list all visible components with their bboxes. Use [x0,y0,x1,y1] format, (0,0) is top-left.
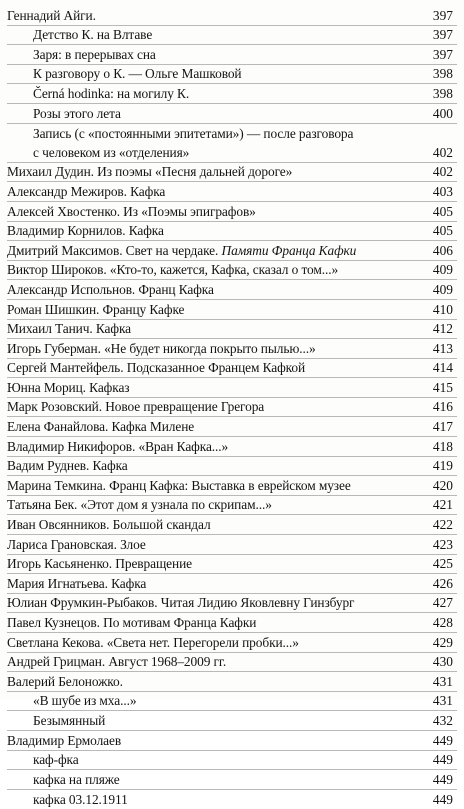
toc-entry-title-text: Лариса Грановская. Злое [7,536,146,552]
toc-entry-title-text: Владимир Корнилов. Кафка [7,223,164,239]
toc-entry-title-text: Юлиан Фрумкин-Рыбаков. Читая Лидию Яковлевну Гинзбург [7,595,355,611]
toc-entry-title [7,144,421,161]
toc-entry-title-text: Игорь Губерман. «Не будет никогда покрыто пылью...» [7,340,316,356]
toc-entry-title [7,712,421,729]
toc-entry-page-number: 431 [432,673,453,689]
toc-entry-title-text: Павел Кузнецов. По мотивам Франца Кафки [7,615,257,630]
toc-entry [7,280,457,300]
toc-entry [7,515,457,535]
toc-entry-title [7,536,421,553]
toc-entry [7,574,457,594]
toc-entry-title-text: Алексей Хвостенко. Из «Поэмы эпиграфов» [7,203,256,219]
toc-entry-title [7,516,421,533]
toc-entry-title-text: с человеком из «отделения» [33,144,190,160]
toc-entry [7,476,457,496]
toc-entry-page-number: 397 [432,7,453,23]
toc-entry-page-number: 413 [432,340,453,356]
toc-entry-title [7,242,421,259]
toc-entry-page-number: 397 [432,46,453,62]
toc-entry [7,143,457,163]
toc-entry-title-text: «В шубе из мха...» [33,693,137,709]
toc-entry-page-number: 426 [432,575,453,591]
toc-entry-page-number: 412 [432,321,453,337]
toc-entry-title [7,301,421,318]
toc-entry-title [7,359,421,376]
table-of-contents [7,6,457,809]
toc-entry [7,202,457,222]
toc-entry-title [7,105,421,122]
toc-entry-title [7,614,421,631]
toc-entry-title-text: Сергей Мантейфель. Подсказанное Францем Кафкой [7,360,306,376]
toc-entry-title [7,692,421,709]
toc-entry [7,653,457,673]
toc-entry-title [7,163,421,180]
toc-entry-page-number: 420 [432,477,453,493]
toc-entry [7,104,457,124]
toc-entry-page-number: 430 [432,654,453,670]
toc-entry [7,300,457,320]
toc-entry-title [7,791,421,808]
toc-entry [7,241,457,261]
toc-entry-title-text: Детство К. на Влтаве [33,27,153,43]
toc-entry-title-text: Геннадий Айги. [7,7,96,23]
toc-entry-title [7,261,421,278]
toc-entry-page-number: 403 [432,183,453,199]
toc-entry-page-number: 409 [432,281,453,297]
toc-entry-page-number: 422 [432,517,453,533]
toc-entry-page-number: 421 [432,497,453,513]
toc-entry [7,398,457,418]
toc-entry-page-number: 427 [432,595,453,611]
toc-entry [7,437,457,457]
toc-entry-title-text: Марк Розовский. Новое превращение Грегора [7,399,265,415]
toc-entry-page-number: 400 [432,105,453,121]
toc-entry-page-number: 405 [432,203,453,219]
toc-entry-title [7,65,421,82]
toc-entry-page-number: 397 [432,27,453,43]
toc-entry [7,222,457,242]
toc-entry-title [7,7,421,24]
toc-entry-title [7,634,421,651]
toc-entry-title [7,575,421,592]
toc-entry-title-text: Розы этого лета [33,105,121,121]
toc-entry [7,6,457,26]
toc-entry-page-number: 415 [432,379,453,395]
toc-entry-title [7,26,421,43]
toc-entry-title [7,673,421,690]
toc-entry-title-text: Игорь Касьяненко. Превращение [7,556,192,572]
toc-entry [7,555,457,575]
toc-entry [7,320,457,340]
toc-entry [7,496,457,516]
toc-entry-title-text: Роман Шишкин. Францу Кафке [7,301,185,317]
toc-entry-title [7,203,421,220]
toc-entry-page-number: 410 [432,301,453,317]
toc-entry-title-text: Заря: в перерывах сна [33,46,156,62]
toc-entry-page-number: 398 [432,85,453,101]
toc-entry-page-number: 425 [432,556,453,572]
toc-entry-subtitle: Памяти Франца Кафки [221,242,357,258]
toc-entry-title-text: Марина Темкина. Франц Кафка: Выставка в еврейском музее [7,477,351,493]
toc-entry-title [7,438,421,455]
toc-entry-page-number: 449 [432,732,453,748]
toc-entry [7,731,457,751]
toc-entry-page-number: 423 [432,536,453,552]
toc-entry-title-text: Безымянный [33,712,106,728]
toc-entry-page-number: 428 [432,615,453,630]
toc-entry [7,378,457,398]
toc-entry-title-text: Юнна Мориц. Кафказ [7,379,130,395]
toc-entry [7,594,457,614]
toc-entry-title [7,653,421,670]
toc-entry [7,84,457,104]
toc-entry-title [7,555,421,572]
toc-entry [7,417,457,437]
toc-entry-title [7,594,421,611]
toc-entry-title-text: кафка 03.12.1911 [33,792,128,808]
toc-entry-page-number: 409 [432,262,453,278]
toc-entry-page-number: 432 [432,712,453,728]
toc-entry [7,163,457,183]
toc-entry-page-number: 414 [432,360,453,376]
toc-entry-page-number: 402 [432,164,453,180]
toc-entry-title-text: Светлана Кекова. «Света нет. Перегорели пробки...» [7,634,299,650]
toc-entry-title-text: каф-фка [33,752,79,768]
toc-entry [7,711,457,731]
toc-entry-title [7,281,421,298]
toc-entry-title [7,85,421,102]
toc-entry-title-text: Александр Испольнов. Франц Кафка [7,281,214,297]
toc-entry-title-text: кафка на пляже [33,771,120,787]
toc-entry [7,692,457,712]
toc-entry [7,359,457,379]
toc-entry-title-text: Татьяна Бек. «Этот дом я узнала по скрипам...» [7,497,272,513]
toc-entry-page-number: 431 [432,693,453,709]
toc-entry-title [7,418,421,435]
toc-entry-title [7,320,421,337]
toc-entry-title [7,379,421,396]
toc-entry [7,457,457,477]
toc-entry-title-text: Вадим Руднев. Кафка [7,458,128,474]
toc-entry [7,633,457,653]
toc-entry-title [7,457,421,474]
toc-entry-title [7,771,421,788]
toc-entry-page-number: 398 [432,66,453,82]
toc-entry-page-number: 406 [432,242,453,258]
toc-entry-title-text: К разговору о К. — Ольге Машковой [33,66,242,82]
toc-entry-title [7,398,421,415]
toc-entry-title [7,125,421,142]
toc-entry-title [7,340,421,357]
toc-entry-page-number: 418 [432,438,453,454]
toc-entry-page-number: 449 [432,792,453,808]
toc-entry-page-number: 417 [432,419,453,435]
toc-entry-title [7,496,421,513]
toc-entry-title [7,222,421,239]
toc-entry-title [7,477,421,494]
toc-entry-title-text: Владимир Ермолаев [7,732,122,748]
toc-entry-title-text: Виктор Широков. «Кто-то, кажется, Кафка, сказал о том...» [7,262,339,278]
toc-entry-title [7,183,421,200]
toc-entry-title-text: Мария Игнатьева. Кафка [7,575,147,591]
toc-entry-title [7,751,421,768]
toc-entry-title [7,46,421,63]
toc-entry-page-number: 402 [432,144,453,160]
toc-entry [7,45,457,65]
toc-entry-page-number: 449 [432,752,453,768]
toc-entry [7,672,457,692]
toc-entry [7,339,457,359]
toc-entry-page-number: 429 [432,634,453,650]
toc-entry-page-number: 416 [432,399,453,415]
toc-entry [7,261,457,281]
toc-entry-title-text: Валерий Белоножко. [7,673,123,689]
toc-entry [7,770,457,790]
toc-entry-title-text: Михаил Танич. Кафка [7,321,132,337]
toc-entry-title-text: Запись (с «постоянными эпитетами») — после разговора [33,126,354,142]
toc-entry [7,124,457,144]
toc-entry-title-text: Иван Овсянников. Большой скандал [7,517,211,533]
toc-entry-title [7,732,421,749]
toc-entry-title-text: Андрей Грицман. Август 1968–2009 гг. [7,654,227,670]
toc-entry-title-text: Дмитрий Максимов. Свет на чердаке. [7,242,222,258]
toc-entry [7,26,457,46]
toc-entry-page-number: 405 [432,223,453,239]
toc-entry-page-number: 419 [432,458,453,474]
toc-entry-title-text: Елена Фанайлова. Кафка Милене [7,419,195,435]
toc-entry [7,751,457,771]
toc-entry-title-text: Михаил Дудин. Из поэмы «Песня дальней дороге» [7,164,293,180]
toc-entry-title-text: Александр Межиров. Кафка [7,183,166,199]
toc-entry-page-number: 449 [432,771,453,787]
toc-entry [7,613,457,633]
toc-entry [7,790,457,809]
toc-entry [7,65,457,85]
toc-entry [7,182,457,202]
toc-entry [7,535,457,555]
toc-entry-title-text: Владимир Никифоров. «Вран Кафка...» [7,438,229,454]
toc-entry-title-text: Černá hodinka: на могилу К. [33,85,190,101]
